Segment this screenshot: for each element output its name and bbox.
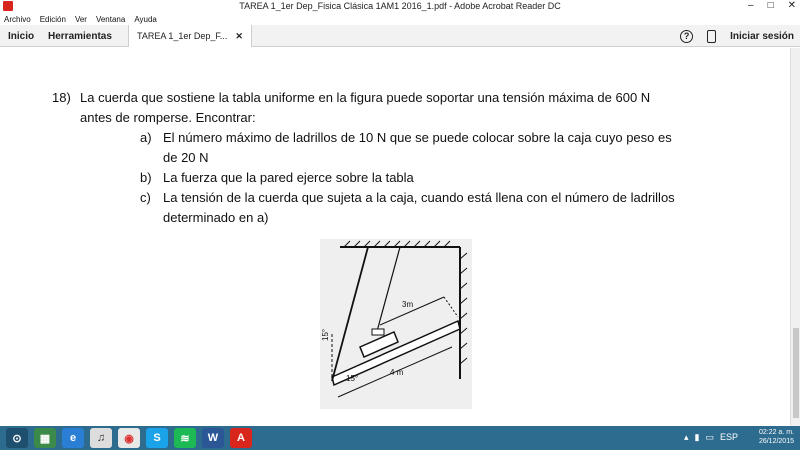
signin-button[interactable]: Iniciar sesión (730, 30, 794, 42)
calculator-app-icon[interactable]: ▦ (34, 428, 56, 448)
tray-arrow-icon[interactable]: ▴ (683, 432, 689, 442)
dimension-3m: 3m (402, 300, 414, 309)
clock-date: 26/12/2015 (758, 438, 794, 445)
skype-icon[interactable]: S (146, 428, 168, 448)
windows-taskbar (0, 426, 800, 450)
window-title-bar (0, 0, 800, 13)
tab-document-label: TAREA 1_1er Dep_F... (137, 31, 228, 41)
problem-line-2: antes de romperse. Encontrar: (80, 110, 256, 125)
acrobat-taskbar-icon[interactable]: A (230, 428, 252, 448)
item-c-line-1: La tensión de la cuerda que sujeta a la caja, cuando está llena con el número de ladrillos (163, 190, 675, 205)
help-icon[interactable]: ? (680, 30, 693, 43)
chrome-icon[interactable]: ◉ (118, 428, 140, 448)
item-a-label: a) (140, 130, 152, 145)
item-b-label: b) (140, 170, 152, 185)
itunes-icon[interactable]: ♫ (90, 428, 112, 448)
physics-figure (320, 239, 472, 409)
tab-herramientas[interactable]: Herramientas (48, 30, 112, 42)
spotify-icon[interactable]: ≋ (174, 428, 196, 448)
tab-bar (0, 25, 800, 47)
battery-icon[interactable]: ▭ (705, 432, 714, 442)
word-icon[interactable]: W (202, 428, 224, 448)
menu-bar (0, 13, 800, 25)
angle-board-label: 15° (346, 374, 359, 383)
item-c-label: c) (140, 190, 151, 205)
start-button-icon[interactable]: ⊙ (6, 428, 28, 448)
minimize-button[interactable]: – (748, 0, 754, 11)
item-a-line-2: de 20 N (163, 150, 209, 165)
maximize-button[interactable]: □ (767, 0, 774, 11)
scrollbar-thumb[interactable] (793, 328, 799, 418)
clock-time: 02:22 a. m. (758, 429, 794, 436)
vertical-scrollbar[interactable] (790, 48, 800, 426)
problem-line-1: La cuerda que sostiene la tabla uniforme en la figura puede soportar una tensión máxima de 600 N (80, 90, 651, 105)
menu-ventana[interactable]: Ventana (95, 14, 126, 24)
mobile-link-icon[interactable] (707, 30, 716, 43)
tab-document[interactable] (128, 25, 252, 47)
close-window-button[interactable]: ✕ (787, 0, 796, 11)
menu-archivo[interactable]: Archivo (4, 14, 31, 24)
internet-explorer-icon[interactable]: e (62, 428, 84, 448)
menu-ayuda[interactable]: Ayuda (134, 14, 157, 24)
system-tray (684, 432, 738, 443)
window-title: TAREA 1_1er Dep_Fisica Clásica 1AM1 2016_1.pdf - Adobe Acrobat Reader DC (239, 1, 561, 11)
clock[interactable] (759, 428, 794, 446)
item-b-text: La fuerza que la pared ejerce sobre la tabla (163, 170, 414, 185)
item-c-line-2: determinado en a) (163, 210, 269, 225)
figure-drawing (320, 239, 472, 409)
language-indicator[interactable]: ESP (719, 432, 738, 442)
close-tab-icon[interactable]: ✕ (235, 30, 243, 41)
network-icon[interactable]: ▮ (694, 432, 700, 442)
menu-edicion[interactable]: Edición (39, 14, 66, 24)
angle-rope-label: 15° (321, 328, 330, 341)
menu-ver[interactable]: Ver (74, 14, 87, 24)
problem-number: 18) (52, 90, 71, 105)
item-a-line-1: El número máximo de ladrillos de 10 N que se puede colocar sobre la caja cuyo peso es (163, 130, 672, 145)
dimension-4m: 4 m (390, 368, 404, 377)
tab-inicio[interactable]: Inicio (8, 30, 35, 42)
